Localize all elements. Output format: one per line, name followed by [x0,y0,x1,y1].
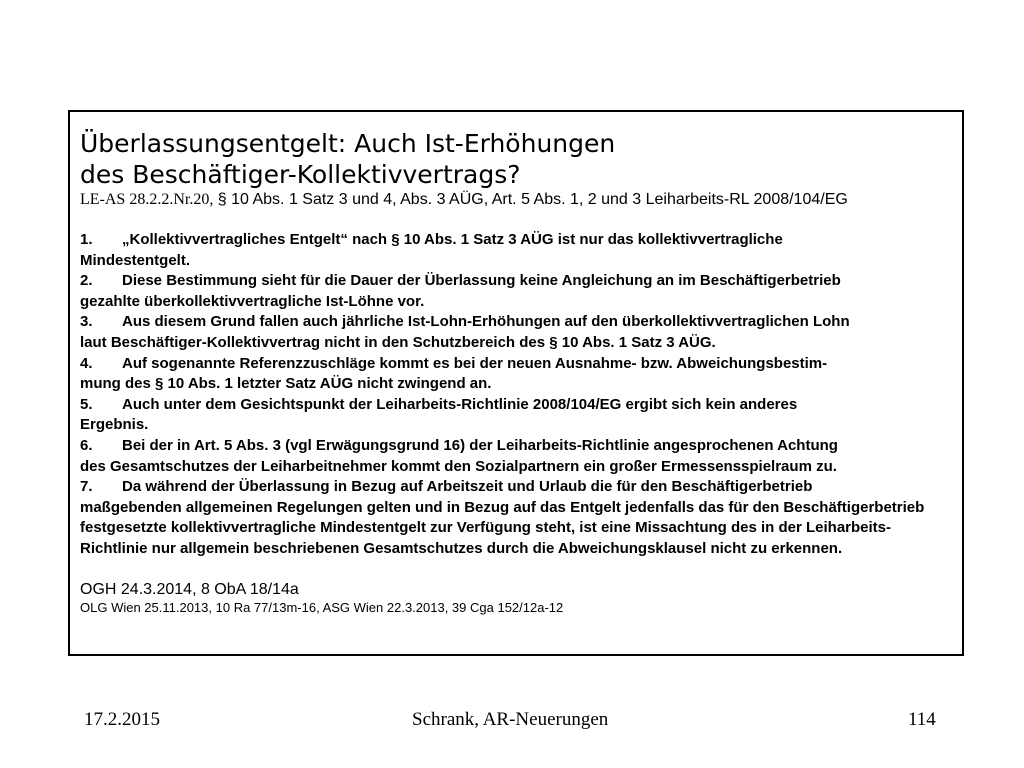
headnote-number: 2. [80,272,93,290]
headnote-item-7 [80,477,952,559]
headnote-item-4 [80,354,952,395]
headnote-text: Bei der in Art. 5 Abs. 3 (vgl Erwägungsgrund 16) der Leiharbeits-Richtlinie angesprochenen Achtung [122,436,838,454]
spacer [80,210,952,230]
headnote-list [80,230,952,560]
headnote-number: 7. [80,478,93,496]
headnote-item-2 [80,271,952,312]
slide-title [80,128,952,190]
spacer [80,560,952,580]
content-frame [68,110,964,656]
headnote-number: 6. [80,436,93,454]
title-line-1: Überlassungsentgelt: Auch Ist-Erhöhungen [80,129,616,158]
legal-reference-serif: LE-AS 28.2.2.Nr.20, [80,191,214,208]
footer-date: 17.2.2015 [84,709,160,730]
legal-reference [80,190,952,210]
decision-citation: OGH 24.3.2014, 8 ObA 18/14a [80,580,299,598]
headnote-text-cont: Mindestentgelt. [80,251,191,269]
headnote-item-1 [80,230,952,271]
headnote-item-5 [80,395,952,436]
footer-author: Schrank, AR-Neuerungen [412,709,609,730]
headnote-text-cont: maßgebenden allgemeinen Regelungen gelten und in Bezug auf das Entgelt jedenfalls das für den Beschäftigerbetrieb festgesetzte kollektivvertragliche Mindestentgelt zur Verfügung steht, ist eine Missachtung des in der Leiharbeits-Richtlinie nur allgemein beschriebenen Gesamtschutzes durch die Abweichungsklausel nicht zu erkennen. [80,498,925,557]
page-number: 114 [908,709,936,730]
headnote-text-cont: laut Beschäftiger-Kollektivvertrag nicht in den Schutzbereich des § 10 Abs. 1 Satz 3 AÜG. [80,333,716,351]
legal-reference-rest: § 10 Abs. 1 Satz 3 und 4, Abs. 3 AÜG, Art. 5 Abs. 1, 2 und 3 Leiharbeits-RL 2008/104/EG [213,191,848,208]
headnote-text: „Kollektivvertragliches Entgelt“ nach § 10 Abs. 1 Satz 3 AÜG ist nur das kollektivvertragliche [122,231,783,248]
headnote-item-6 [80,436,952,477]
headnote-text-cont: mung des § 10 Abs. 1 letzter Satz AÜG nicht zwingend an. [80,375,492,393]
lower-court-citation: OLG Wien 25.11.2013, 10 Ra 77/13m-16, ASG Wien 22.3.2013, 39 Cga 152/12a-12 [80,599,564,615]
headnote-text: Da während der Überlassung in Bezug auf Arbeitszeit und Urlaub die für den Beschäftigerbetrieb [122,478,813,496]
headnote-text: Auf sogenannte Referenzzuschläge kommt es bei der neuen Ausnahme- bzw. Abweichungsbestim- [122,354,828,372]
headnote-text: Auch unter dem Gesichtspunkt der Leiharbeits-Richtlinie 2008/104/EG ergibt sich kein anderes [122,395,798,413]
headnote-number: 1. [80,231,93,248]
headnote-text: Aus diesem Grund fallen auch jährliche Ist-Lohn-Erhöhungen auf den überkollektivvertraglichen Lohn [122,313,850,331]
headnote-number: 5. [80,395,93,413]
headnote-number: 4. [80,354,93,372]
headnote-text: Diese Bestimmung sieht für die Dauer der Überlassung keine Angleichung an im Beschäftigerbetrieb [122,272,841,290]
headnote-item-3 [80,312,952,353]
headnote-number: 3. [80,313,93,331]
title-line-2: des Beschäftiger-Kollektivvertrags? [80,160,521,189]
headnote-text-cont: gezahlte überkollektivvertragliche Ist-Löhne vor. [80,292,425,310]
headnote-text-cont: des Gesamtschutzes der Leiharbeitnehmer kommt den Sozialpartnern ein großer Ermessensspielraum zu. [80,457,837,475]
headnote-text-cont: Ergebnis. [80,416,149,434]
